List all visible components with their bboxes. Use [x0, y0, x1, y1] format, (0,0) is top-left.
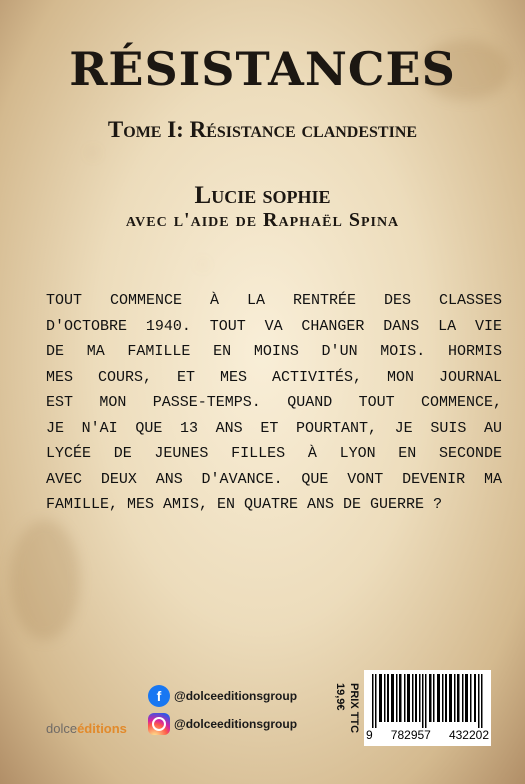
price-value: 19,9€ [334, 683, 346, 711]
publisher-logo-part: éditions [77, 721, 127, 736]
synopsis-line: JE N'AI QUE 13 ANS ET POURTANT, JE SUIS AU [46, 419, 502, 437]
publisher-logo-part: dolce [46, 721, 78, 736]
synopsis-line: MES COURS, ET MES ACTIVITÉS, MON JOURNAL [46, 368, 502, 386]
synopsis-line: AVEC DEUX ANS D'AVANCE. QUE VONT DEVENIR MA [46, 470, 502, 488]
instagram-icon [148, 713, 170, 735]
isbn-digits [366, 728, 489, 742]
price-label [322, 683, 362, 743]
facebook-handle-text: @dolceeditionsgroup [174, 689, 298, 703]
synopsis-line: DE MA FAMILLE EN MOINS D'UN MOIS. HORMIS [46, 343, 502, 360]
facebook-icon: f [148, 685, 170, 707]
co-author-credit: avec l'aide de Raphaël Spina [125, 209, 400, 231]
barcode-bars [370, 674, 485, 728]
instagram-handle-text: @dolceeditionsgroup [174, 717, 298, 731]
isbn-group: 432202 [448, 728, 489, 742]
facebook-handle[interactable] [148, 685, 297, 707]
isbn-barcode [364, 670, 491, 746]
book-title: RÉSISTANCES [69, 42, 456, 96]
instagram-handle[interactable] [148, 713, 297, 735]
publisher-logo [46, 721, 127, 736]
synopsis-line: EST MON PASSE-TEMPS. QUAND TOUT COMMENCE, [46, 394, 502, 411]
paper-stain [200, 262, 205, 267]
synopsis-text [46, 288, 502, 518]
price-caption: PRIX TTC [348, 683, 360, 734]
synopsis-line: TOUT COMMENCE À LA RENTRÉE DES CLASSES [46, 292, 502, 309]
synopsis-line: FAMILLE, MES AMIS, EN QUATRE ANS DE GUERRE ? [46, 496, 443, 513]
paper-stain [10, 520, 80, 640]
book-subtitle: Tome I: Résistance clandestine [107, 117, 418, 142]
author-name: Lucie sophie [194, 182, 331, 209]
paper-stain [90, 150, 96, 156]
synopsis-line: D'OCTOBRE 1940. TOUT VA CHANGER DANS LA VIE [46, 317, 502, 335]
isbn-lead: 9 [366, 728, 373, 742]
isbn-group: 782957 [390, 728, 431, 742]
synopsis-line: LYCÉE DE JEUNES FILLES À LYON EN SECONDE [46, 445, 502, 462]
